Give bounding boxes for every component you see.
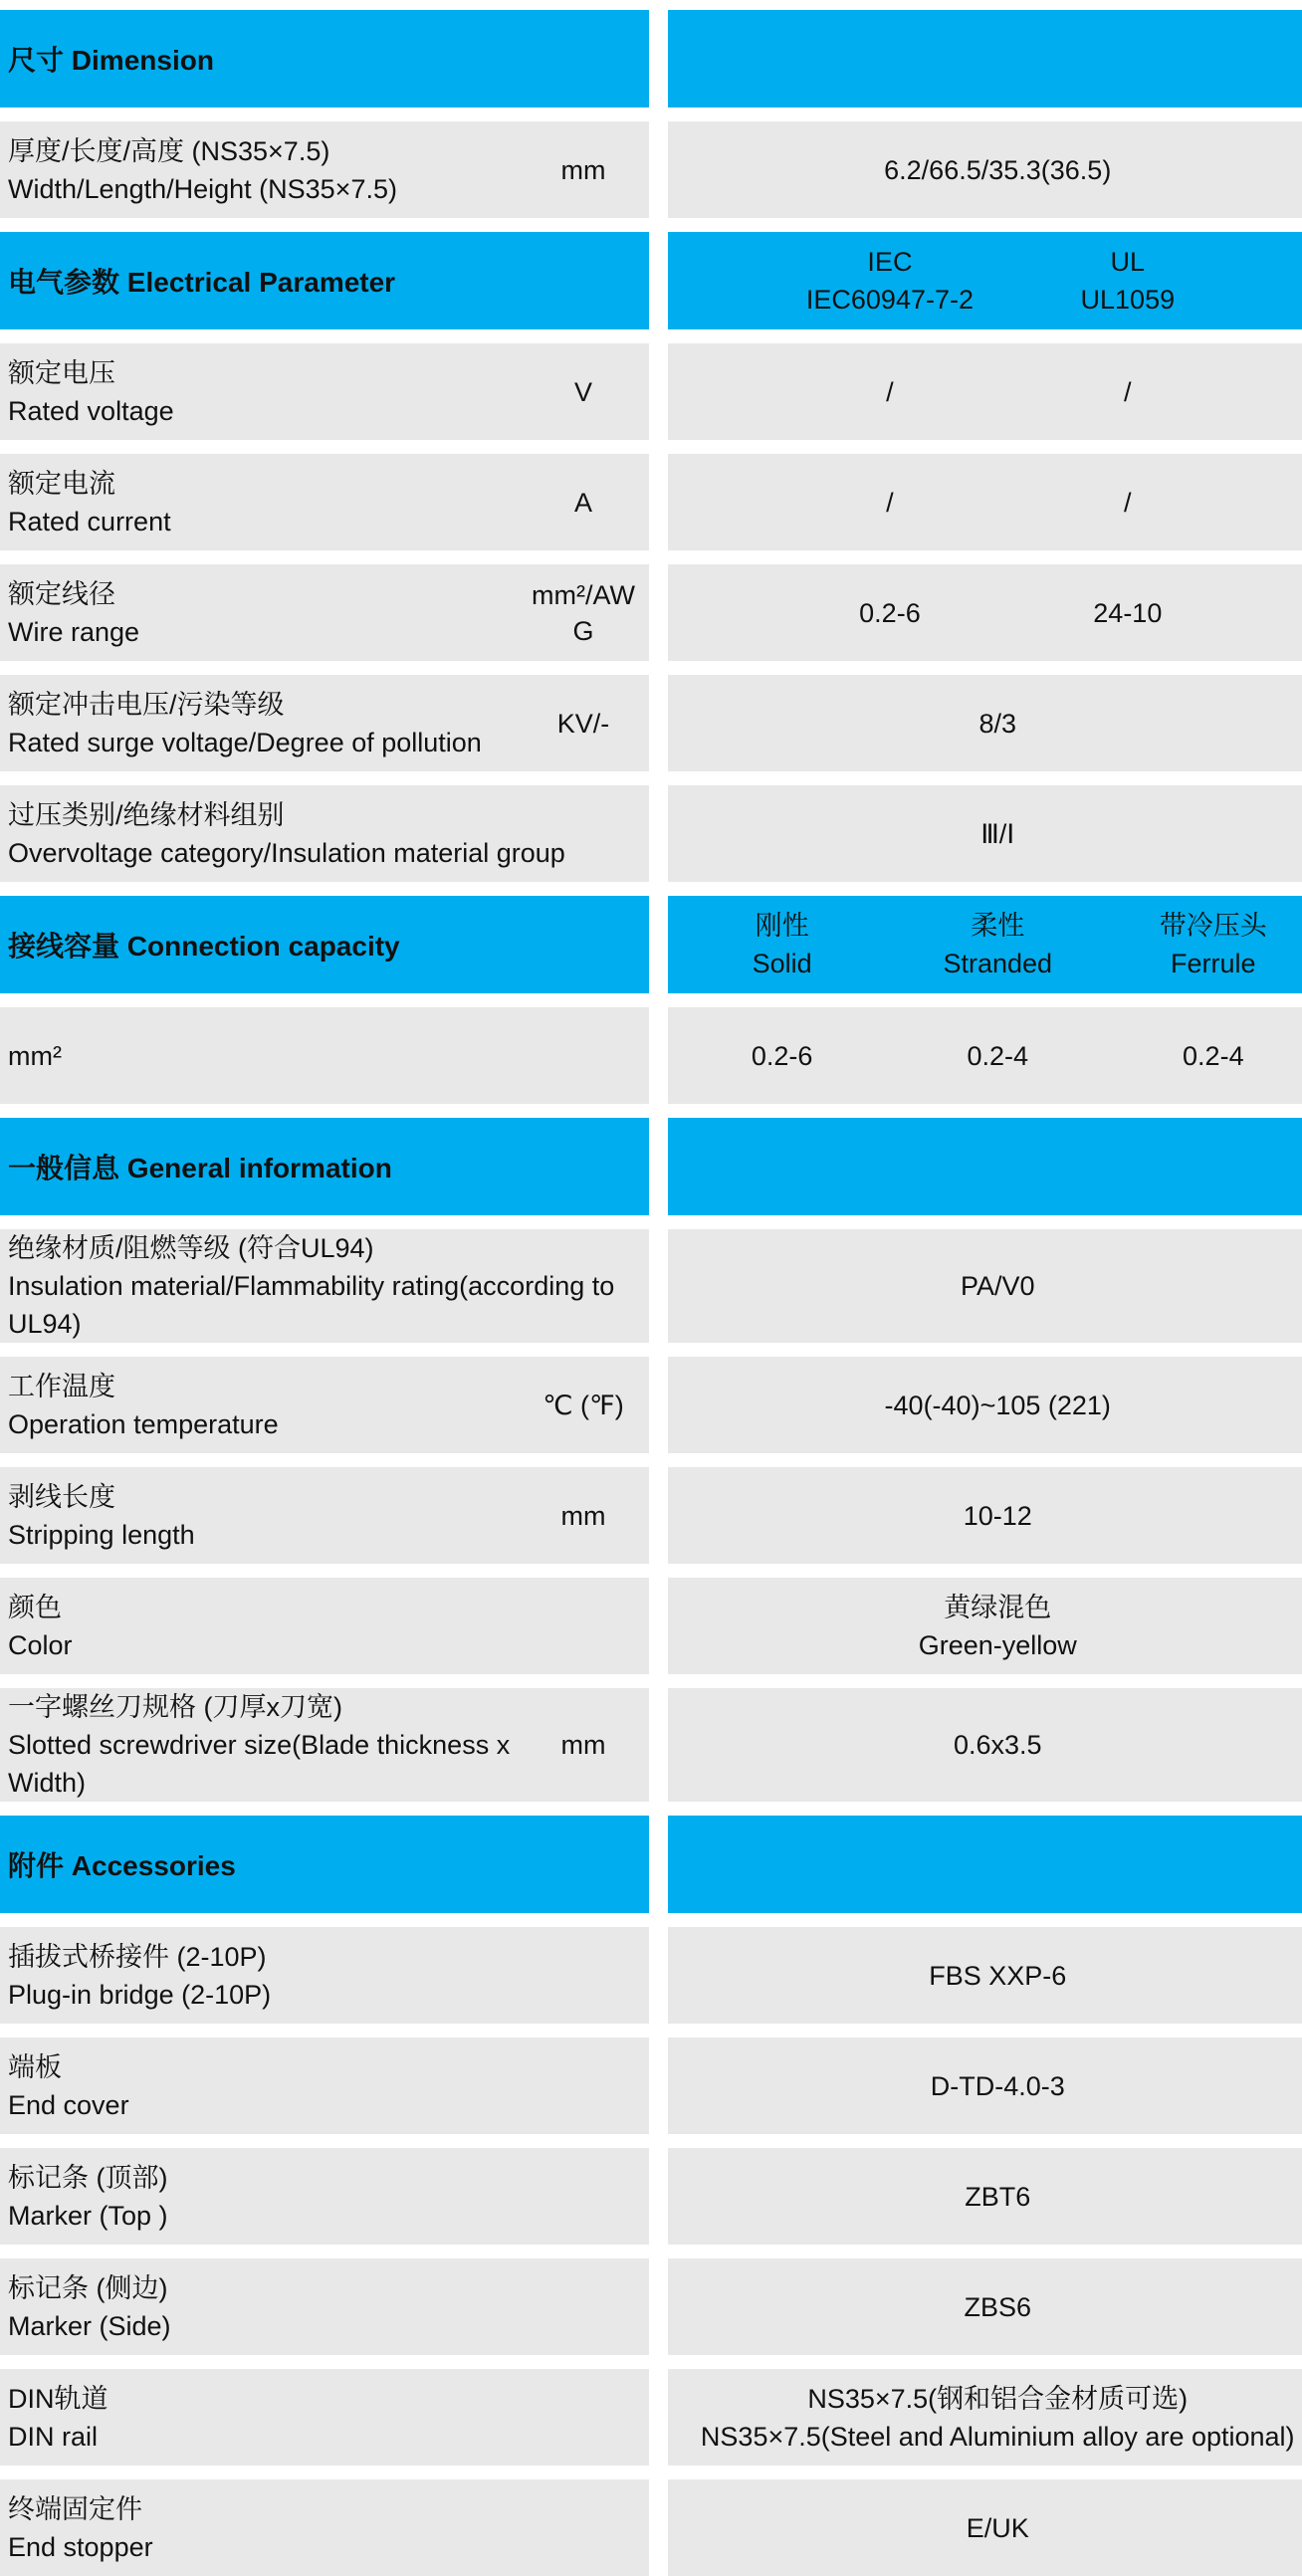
row-value: 24-10 <box>1093 597 1163 628</box>
row-value: D-TD-4.0-3 <box>930 2070 1065 2101</box>
row-label-cell <box>0 1467 649 1564</box>
row-label <box>8 1368 545 1443</box>
spec-row <box>0 675 1302 771</box>
row-label-cell <box>0 1357 649 1453</box>
row-label-en: Wire range <box>8 616 140 647</box>
header-col <box>753 907 812 982</box>
row-label <box>8 2159 645 2235</box>
row-value-line: Green-yellow <box>918 1629 1077 1660</box>
header-col-zh: IEC <box>867 247 913 277</box>
row-label-cell <box>0 2148 649 2245</box>
row-values-cell <box>668 1229 1302 1343</box>
row-label-en: Rated current <box>8 506 171 537</box>
row-unit: A <box>573 487 592 518</box>
row-label-en: Width/Length/Height (NS35×7.5) <box>8 173 397 204</box>
row-label <box>8 1938 645 2014</box>
row-label <box>8 1037 645 1075</box>
section-title-en: Electrical Parameter <box>126 267 396 298</box>
row-value: / <box>886 487 894 518</box>
spec-row <box>0 454 1302 550</box>
row-value: 0.2-6 <box>751 1040 813 1071</box>
row-values-cell <box>668 1927 1302 2024</box>
row-label-cell <box>0 2479 649 2576</box>
section-title-cell <box>0 10 649 107</box>
row-values-cell <box>668 896 1302 993</box>
row-values-cell <box>668 785 1302 882</box>
row-label-en: Stripping length <box>8 1519 195 1550</box>
spec-row <box>0 2369 1302 2466</box>
row-value: Ⅲ/Ⅰ <box>980 818 1015 849</box>
row-label <box>8 2269 645 2345</box>
spec-row <box>0 121 1302 218</box>
row-label-zh: 绝缘材质/阻燃等级 (符合UL94) <box>8 1233 374 1263</box>
section-title-cell <box>0 896 649 993</box>
spec-row <box>0 1578 1302 1674</box>
row-label <box>8 1589 645 1664</box>
row-value: ZBS6 <box>964 2291 1031 2322</box>
row-values-cell <box>668 1816 1302 1913</box>
section-title <box>8 261 395 301</box>
row-label-en: Rated surge voltage/Degree of pollution <box>8 727 482 757</box>
row-label <box>8 2048 645 2124</box>
row-value <box>701 2380 1295 2456</box>
row-label-zh: mm² <box>8 1040 62 1071</box>
row-label-cell <box>0 2258 649 2355</box>
row-values-cell <box>668 343 1302 440</box>
header-col-zh: 刚性 <box>755 911 809 941</box>
row-label-zh: 颜色 <box>8 1592 62 1622</box>
row-unit: KV/- <box>556 708 610 739</box>
spec-row <box>0 2258 1302 2355</box>
row-values-cell <box>668 1118 1302 1215</box>
row-values-cell <box>668 675 1302 771</box>
row-label-cell <box>0 564 649 661</box>
row-label-zh: 一字螺丝刀规格 (刀厚x刀宽) <box>8 1692 342 1722</box>
spec-row <box>0 1467 1302 1564</box>
row-value <box>919 1589 1077 1664</box>
header-col-en: UL1059 <box>1080 285 1176 315</box>
section-title-en: Connection capacity <box>126 931 400 962</box>
header-col-en: Ferrule <box>1171 949 1256 978</box>
row-value: E/UK <box>966 2512 1029 2543</box>
row-label <box>8 1478 545 1554</box>
row-label-cell <box>0 1688 649 1802</box>
row-label-zh: 过压类别/绝缘材料组别 <box>8 799 285 830</box>
section-title-cell <box>0 1118 649 1215</box>
row-values-cell <box>668 2479 1302 2576</box>
row-label <box>8 132 545 208</box>
row-label-zh: 厚度/长度/高度 (NS35×7.5) <box>8 135 330 166</box>
row-label-en: Overvoltage category/Insulation material group <box>8 837 565 868</box>
row-label-cell <box>0 343 649 440</box>
section-row <box>0 896 1302 993</box>
header-col-en: Solid <box>752 949 812 978</box>
row-values-cell <box>668 1467 1302 1564</box>
row-value: -40(-40)~105 (221) <box>884 1390 1111 1420</box>
row-label-cell <box>0 2038 649 2134</box>
row-values-cell <box>668 454 1302 550</box>
header-col <box>943 907 1052 982</box>
row-values-cell <box>668 232 1302 329</box>
row-label-zh: 额定电压 <box>8 357 115 388</box>
row-label-en: DIN rail <box>8 2421 99 2452</box>
row-label <box>8 575 545 651</box>
header-col-en: IEC60947-7-2 <box>805 285 974 315</box>
row-value: 0.2-4 <box>967 1040 1029 1071</box>
header-col <box>806 243 974 319</box>
section-title-en: Dimension <box>71 45 214 76</box>
spec-row <box>0 1357 1302 1453</box>
section-row <box>0 10 1302 107</box>
section-title-cell <box>0 1816 649 1913</box>
row-label-en: Marker (Top ) <box>8 2200 168 2231</box>
row-label <box>8 1688 545 1802</box>
row-value: / <box>886 376 894 407</box>
row-label-zh: 插拔式桥接件 (2-10P) <box>8 1941 267 1972</box>
section-row <box>0 232 1302 329</box>
section-title-zh: 尺寸 <box>8 45 65 76</box>
row-value-line: 黄绿混色 <box>944 1592 1052 1622</box>
spec-row <box>0 564 1302 661</box>
header-col-zh: UL <box>1110 247 1146 277</box>
section-title-zh: 接线容量 <box>8 931 120 962</box>
row-value: ZBT6 <box>965 2181 1031 2212</box>
row-label-en: End stopper <box>8 2531 153 2562</box>
section-title-en: General information <box>126 1153 392 1183</box>
section-title <box>8 925 400 965</box>
row-label <box>8 686 545 761</box>
row-values-cell <box>668 1578 1302 1674</box>
section-title <box>8 39 214 79</box>
row-unit: mm <box>560 154 606 185</box>
row-label-cell <box>0 1927 649 2024</box>
row-values-cell <box>668 2258 1302 2355</box>
row-label-cell <box>0 785 649 882</box>
row-label-zh: 工作温度 <box>8 1371 115 1401</box>
row-value: / <box>1124 487 1132 518</box>
row-value: / <box>1124 376 1132 407</box>
header-col-zh: 柔性 <box>971 911 1025 941</box>
section-title-cell <box>0 232 649 329</box>
row-label <box>8 1229 645 1343</box>
row-value-line: NS35×7.5(Steel and Aluminium alloy are optional) <box>700 2421 1295 2452</box>
row-label <box>8 2380 645 2456</box>
row-label-zh: 额定电流 <box>8 468 115 499</box>
spec-row <box>0 785 1302 882</box>
row-value: 10-12 <box>963 1500 1032 1531</box>
row-label-zh: 额定冲击电压/污染等级 <box>8 689 285 720</box>
row-values-cell <box>668 2369 1302 2466</box>
section-title-en: Accessories <box>71 1850 236 1881</box>
row-label-zh: 端板 <box>8 2051 62 2082</box>
row-label-cell <box>0 454 649 550</box>
row-label-zh: 标记条 (顶部) <box>8 2162 168 2193</box>
row-label-zh: 剥线长度 <box>8 1481 115 1512</box>
row-label <box>8 465 545 540</box>
row-label <box>8 354 545 430</box>
row-values-cell <box>668 564 1302 661</box>
header-col <box>1160 907 1267 982</box>
row-label-zh: 终端固定件 <box>8 2493 142 2524</box>
row-label-cell <box>0 1229 649 1343</box>
spec-row <box>0 2038 1302 2134</box>
section-title-zh: 电气参数 <box>8 267 120 298</box>
row-label <box>8 796 645 872</box>
row-unit: mm <box>560 1500 606 1531</box>
row-unit: ℃ (℉) <box>542 1390 624 1420</box>
header-col <box>1081 243 1176 319</box>
row-label-cell <box>0 1578 649 1674</box>
row-value: 0.6x3.5 <box>953 1730 1042 1760</box>
row-value: 6.2/66.5/35.3(36.5) <box>884 154 1112 185</box>
spec-row <box>0 343 1302 440</box>
row-label-en: Color <box>8 1629 73 1660</box>
row-values-cell <box>668 1007 1302 1104</box>
section-row <box>0 1118 1302 1215</box>
row-values-cell <box>668 2148 1302 2245</box>
row-label-en: Marker (Side) <box>8 2310 171 2341</box>
row-label-zh: DIN轨道 <box>8 2383 108 2414</box>
section-title-zh: 附件 <box>8 1850 65 1881</box>
row-value: 0.2-6 <box>859 597 921 628</box>
row-value: 8/3 <box>978 708 1017 739</box>
row-values-cell <box>668 121 1302 218</box>
row-label-cell <box>0 1007 649 1104</box>
row-value: FBS XXP-6 <box>929 1960 1067 1991</box>
spec-row <box>0 1229 1302 1343</box>
section-title <box>8 1147 392 1186</box>
row-value: 0.2-4 <box>1183 1040 1244 1071</box>
row-label-en: Rated voltage <box>8 395 174 426</box>
row-label-cell <box>0 675 649 771</box>
section-title-zh: 一般信息 <box>8 1153 120 1183</box>
row-label-zh: 额定线径 <box>8 578 115 609</box>
spec-row <box>0 1688 1302 1802</box>
spec-row <box>0 1927 1302 2024</box>
spec-row <box>0 2148 1302 2245</box>
row-values-cell <box>668 1357 1302 1453</box>
spec-row <box>0 1007 1302 1104</box>
row-values-cell <box>668 2038 1302 2134</box>
header-col-zh: 带冷压头 <box>1159 911 1267 941</box>
row-unit: mm²/AWG <box>532 579 635 646</box>
row-label-cell <box>0 2369 649 2466</box>
row-values-cell <box>668 10 1302 107</box>
row-unit: mm <box>560 1730 606 1760</box>
row-label-en: Insulation material/Flammability rating(according to UL94) <box>8 1271 615 1339</box>
row-label-zh: 标记条 (侧边) <box>8 2272 168 2303</box>
row-label <box>8 2490 645 2566</box>
section-row <box>0 1816 1302 1913</box>
row-label-en: Plug-in bridge (2-10P) <box>8 1979 272 2010</box>
row-label-en: End cover <box>8 2089 129 2120</box>
row-label-cell <box>0 121 649 218</box>
row-label-en: Operation temperature <box>8 1408 279 1439</box>
section-title <box>8 1844 236 1884</box>
row-values-cell <box>668 1688 1302 1802</box>
row-value-line: NS35×7.5(钢和铝合金材质可选) <box>807 2383 1189 2414</box>
row-label-en: Slotted screwdriver size(Blade thickness x Width) <box>8 1730 511 1798</box>
row-unit: V <box>573 376 592 407</box>
row-value: PA/V0 <box>960 1271 1035 1301</box>
spec-row <box>0 2479 1302 2576</box>
header-col-en: Stranded <box>943 949 1053 978</box>
